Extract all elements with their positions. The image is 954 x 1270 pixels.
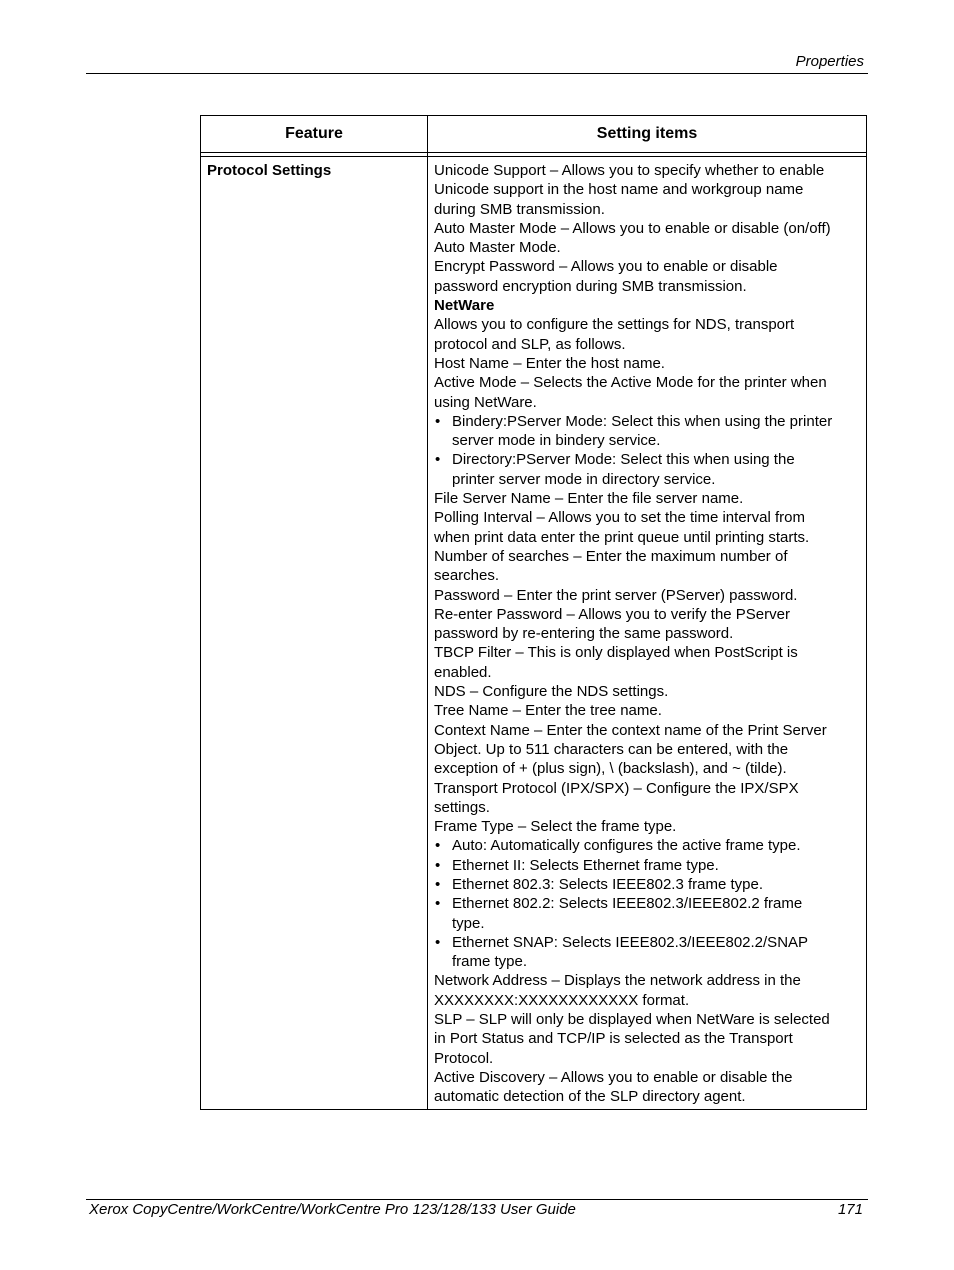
setting-line: exception of + (plus sign), \ (backslash), and ~ (tilde). [434, 760, 787, 778]
setting-line: Active Mode – Selects the Active Mode for the printer when [434, 374, 827, 392]
settings-table [200, 115, 867, 1110]
setting-line: Context Name – Enter the context name of the Print Server [434, 721, 827, 739]
bullet-continuation: frame type. [452, 953, 528, 971]
bullet-item: • Ethernet II: Selects Ethernet frame type. [434, 856, 862, 875]
setting-line: searches. [434, 567, 500, 585]
footer-rule [86, 1199, 868, 1200]
setting-line: when print data enter the print queue until printing starts. [434, 528, 810, 546]
setting-line: protocol and SLP, as follows. [434, 335, 626, 353]
setting-line: Active Discovery – Allows you to enable or disable the [434, 1068, 793, 1086]
bullet-item: • Ethernet SNAP: Selects IEEE802.3/IEEE802.2/SNAP [434, 933, 862, 952]
setting-line: Password – Enter the print server (PServer) password. [434, 586, 798, 604]
header-rule-bottom [201, 156, 866, 157]
setting-line: TBCP Filter – This is only displayed when PostScript is [434, 644, 798, 662]
setting-line: Protocol. [434, 1049, 494, 1067]
header-rule-top [201, 152, 866, 153]
page-number: 171 [837, 1201, 863, 1218]
setting-line: Unicode Support – Allows you to specify whether to enable [434, 162, 825, 179]
setting-line: password by re-entering the same password. [434, 625, 734, 643]
setting-line: Re-enter Password – Allows you to verify the PServer [434, 605, 790, 623]
setting-line: Auto Master Mode. [434, 239, 561, 257]
setting-line: Tree Name – Enter the tree name. [434, 702, 662, 720]
feature-cell: Protocol Settings [207, 162, 332, 179]
setting-line: Host Name – Enter the host name. [434, 354, 665, 372]
setting-line: Object. Up to 511 characters can be entered, with the [434, 740, 789, 758]
setting-line: Allows you to configure the settings for NDS, transport [434, 316, 795, 334]
setting-line: password encryption during SMB transmission. [434, 277, 747, 295]
setting-items-cell [434, 161, 862, 1107]
bullet-continuation: type. [452, 914, 485, 932]
setting-line: Encrypt Password – Allows you to enable or disable [434, 258, 778, 276]
setting-line: Frame Type – Select the frame type. [434, 818, 677, 836]
setting-line: Number of searches – Enter the maximum number of [434, 547, 788, 565]
header-rule [86, 73, 868, 74]
bullet-continuation: printer server mode in directory service. [452, 470, 716, 488]
setting-line: Polling Interval – Allows you to set the time interval from [434, 509, 806, 527]
setting-line: NDS – Configure the NDS settings. [434, 683, 669, 701]
bullet-item: • Ethernet 802.2: Selects IEEE802.3/IEEE802.2 frame [434, 894, 862, 913]
setting-line: automatic detection of the SLP directory agent. [434, 1088, 746, 1106]
bullet-item: • Ethernet 802.3: Selects IEEE802.3 frame type. [434, 875, 862, 894]
setting-line: Auto Master Mode – Allows you to enable or disable (on/off) [434, 219, 831, 237]
footer-guide-title: Xerox CopyCentre/WorkCentre/WorkCentre Pro 123/128/133 User Guide [89, 1201, 576, 1218]
setting-line: using NetWare. [434, 393, 537, 411]
setting-line: Unicode support in the host name and workgroup name [434, 181, 804, 199]
setting-line: Network Address – Displays the network address in the [434, 972, 801, 990]
setting-line: settings. [434, 798, 490, 816]
setting-line: SLP – SLP will only be displayed when NetWare is selected [434, 1011, 830, 1029]
bullet-item: • Bindery:PServer Mode: Select this when using the printer [434, 412, 862, 431]
setting-line: File Server Name – Enter the file server name. [434, 490, 744, 508]
column-header-setting-items: Setting items [596, 125, 698, 142]
setting-line: XXXXXXXX:XXXXXXXXXXXX format. [434, 991, 690, 1009]
bullet-continuation: server mode in bindery service. [452, 432, 661, 450]
setting-line: in Port Status and TCP/IP is selected as the Transport [434, 1030, 793, 1048]
setting-line: enabled. [434, 663, 492, 681]
bullet-item: • Directory:PServer Mode: Select this when using the [434, 450, 862, 469]
setting-line: during SMB transmission. [434, 200, 605, 218]
column-divider [427, 116, 428, 1109]
bullet-item: • Auto: Automatically configures the active frame type. [434, 836, 862, 855]
netware-subheading: NetWare [434, 297, 495, 315]
setting-line: Transport Protocol (IPX/SPX) – Configure the IPX/SPX [434, 779, 799, 797]
running-header: Properties [795, 53, 864, 70]
column-header-feature: Feature [285, 125, 343, 142]
